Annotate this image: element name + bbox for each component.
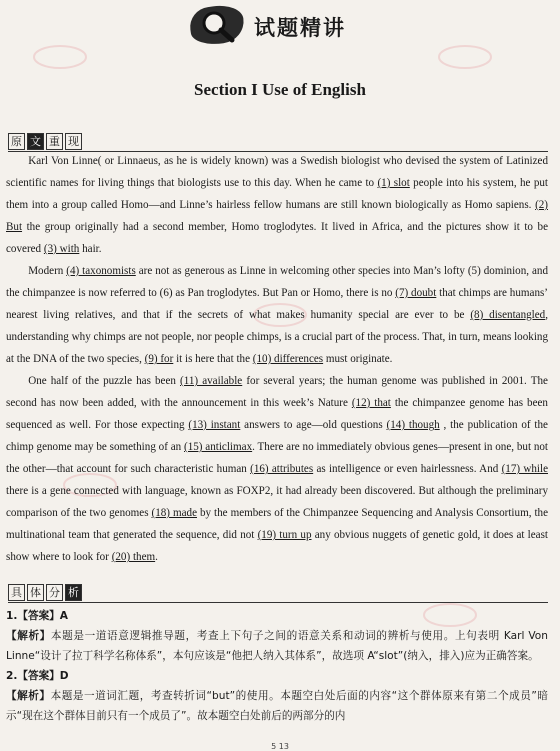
blank-answer: (3) with: [43, 243, 80, 255]
header-title: 试题精讲: [254, 16, 346, 40]
analysis-item: [6, 606, 548, 666]
passage-text: it is here that the: [173, 353, 253, 365]
blank-answer: (14) though: [386, 419, 440, 431]
blank-answer: (1) slot: [377, 177, 410, 189]
section-title: Section I Use of English: [194, 80, 366, 99]
blank-answer: (10) differences: [252, 353, 324, 365]
explanation: [6, 686, 548, 726]
explanation: [6, 626, 548, 666]
answer-heading: 2.【答案】D: [6, 670, 69, 682]
magnifier-icon: [196, 8, 240, 44]
passage-text: for several years; the human genome was published in 2001. The second has now been added, with the announcement in this week’s Nature: [6, 375, 548, 409]
answer-heading: 1.【答案】A: [6, 610, 68, 622]
passage-text: that chimps are humans’ nearest living relatives, and that if the secrets of what makes humanity special are ever to be: [6, 287, 548, 321]
explanation-label: 【解析】: [6, 690, 51, 702]
blank-answer: (15) anticlimax: [184, 441, 253, 453]
blank-answer: (19) turn up: [257, 529, 312, 541]
explanation-text: 本题是一道词汇题，考查转折词“but”的使用。本题空白处后面的内容“这个群体原来有第二个成员”暗示“现在这个群体目前只有一个成员了”。故本题空白处前后的两部分的内: [6, 690, 549, 722]
passage-text: people into his system, he put them into a group called Homo—and Linne’s hairless fellow humans are still known biologically as Homo sapiens.: [6, 177, 548, 211]
passage-text: are not as generous as Linne in welcoming other species into Man’s lofty (5) dominion, and the chimpanzee is now referred to (6) as Pan troglodytes. But Pan or Homo, there is no: [6, 265, 548, 299]
blank-answer: (17) while: [501, 463, 548, 475]
passage-text: .: [155, 551, 158, 563]
passage-paragraph: [6, 370, 548, 568]
blank-answer: (2) But: [6, 199, 548, 233]
analysis-tag: [8, 584, 82, 601]
tag-char: 分: [46, 584, 63, 601]
watermark-logo: [435, 42, 495, 72]
passage-text: as intelligence or even hairlessness. And: [313, 463, 502, 475]
analysis-section: [6, 606, 548, 726]
blank-answer: (20) them: [111, 551, 156, 563]
passage-text: One half of the puzzle has been: [28, 375, 181, 387]
blank-answer: (4) taxonomists: [66, 265, 136, 277]
explanation-label: 【解析】: [6, 630, 51, 642]
passage-paragraph: [6, 260, 548, 370]
tag-char: 文: [27, 133, 44, 150]
passage: [6, 150, 548, 568]
passage-paragraph: [6, 150, 548, 260]
passage-text: the chimpanzee genome has been sequenced as well. For those expecting: [6, 397, 548, 431]
passage-text: by the members of the Chimpanzee Sequencing and Analysis Consortium, the multinational team that generated the sequence, did not: [6, 507, 548, 541]
passage-text: Karl Von Linne( or Linnaeus, as he is widely known) was a Swedish biologist who devised the system of Latinized scientific names for living things that biologists use to this day. When he came to: [6, 155, 548, 189]
blank-answer: (18) made: [151, 507, 197, 519]
passage-text: answers to age—old questions: [240, 419, 387, 431]
tag-char: 析: [65, 584, 82, 601]
header-banner: [184, 6, 384, 46]
analysis-item: [6, 666, 548, 726]
blank-answer: (12) that: [351, 397, 391, 409]
tag-char: 体: [27, 584, 44, 601]
blank-answer: (16) attributes: [250, 463, 314, 475]
tag-char: 具: [8, 584, 25, 601]
explanation-text: 本题是一道语意逻辑推导题，考查上下句子之间的语意关系和动词的辨析与使用。上句表明 Karl Von Linne“设计了拉丁科学名称体系”，本句应该是“他把人纳入其体系”，故选项 A“slot”(纳入，排入)应为正确答案。: [6, 630, 549, 662]
passage-text: . There are no immediately obvious genes—present in one, but not the other—that account for such characteristic human: [6, 441, 549, 475]
blank-answer: (8) disentangled: [470, 309, 546, 321]
passage-text: must originate.: [323, 353, 393, 365]
page-number: 5 13: [271, 742, 289, 751]
passage-text: , understanding why chimps are not people, nor people chimps, is a crucial part of the process. That, in turn, means looking at the DNA of the two species,: [6, 309, 549, 365]
passage-text: the group originally had a second member, Homo troglodytes. It lived in Africa, and the pictures show it to be covered: [6, 221, 548, 255]
passage-text: there is a gene connected with language, known as FOXP2, it had already been discovered. But although the preliminary comparison of the two genomes: [6, 485, 548, 519]
passage-text: , the publication of the chimp genome may be something of an: [6, 419, 548, 453]
original-text-tag: [8, 133, 82, 150]
blank-answer: (11) available: [180, 375, 243, 387]
passage-text: Modern: [28, 265, 67, 277]
tag-rule: [8, 602, 548, 603]
tag-char: 原: [8, 133, 25, 150]
tag-char: 现: [65, 133, 82, 150]
blank-answer: (7) doubt: [395, 287, 437, 299]
watermark-logo: [30, 42, 90, 72]
blank-answer: (9) for: [144, 353, 174, 365]
blank-answer: (13) instant: [188, 419, 241, 431]
passage-text: any obvious nuggets of genetic gold, it does at least show where to look for: [6, 529, 549, 563]
passage-text: hair.: [79, 243, 102, 255]
tag-char: 重: [46, 133, 63, 150]
